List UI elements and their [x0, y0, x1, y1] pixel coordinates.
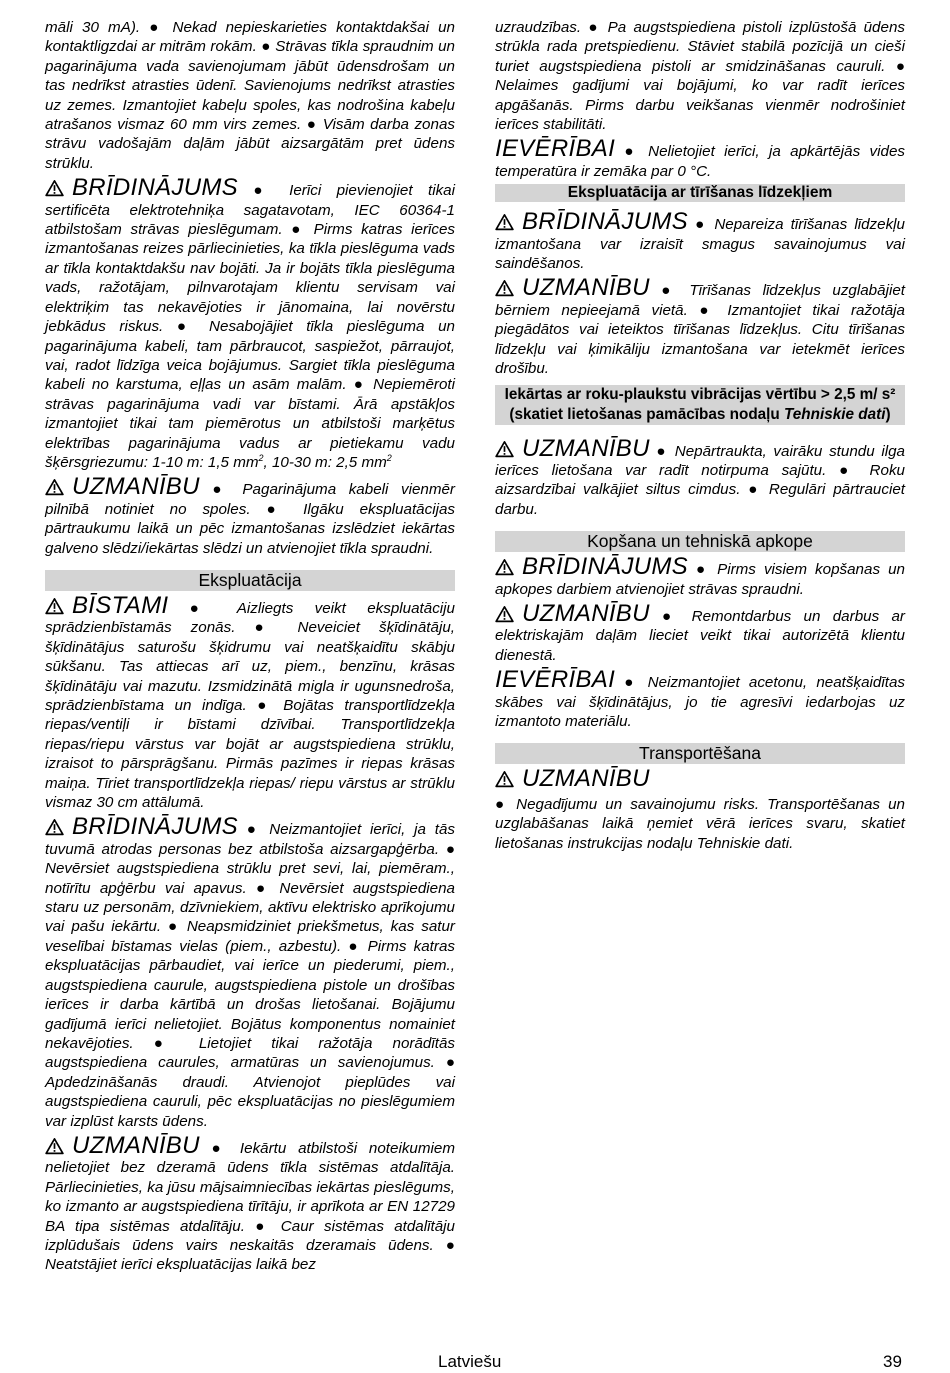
warning-text: ● Neizmantojiet ierīci, ja tās tuvumā atrodas personas bez atbilstoša aizsargapģērba. ● Nevērsiet augstspiediena strūklu pret sevi, lai, piemēram., notīrītu apģērbu vai apavus. ● Nevērsiet augstspiediena staru uz personām, dzīvniekiem, aktīvu elektrisko aprīkojumu vai pašu iekārtu. ● Neapsmidziniet priekšmetus, kas satur veselībai bīstamas vielas (piem., azbestu). ● Pirms katras ekspluatācijas pārbaudiet, vai ierīce un piederumi, piem., augstspiediena caurule, augstspiediena pistole un drošības ierīces ir darba kārtībā un drošas lietošanai. Bojājumu gadījumā ierīci nelietojiet. Bojātus komponentus nomainiet nekavējoties. ● Lietojiet tikai ražotāja norādītās augstspiediena caurules, armatūras un savienojumus. ● Apdedzināšanās draudi. Atvienojot pieplūdes vai augstspiediena cauruli, pēc ekspluatācijas no pieslēgumiem var izplūst karsts ūdens. — [45, 821, 455, 1130]
warning-triangle-icon — [495, 440, 514, 458]
caution-keyword: UZMANĪBU — [522, 274, 650, 302]
warning-keyword: BRĪDINĀJUMS — [72, 813, 238, 841]
warning-triangle-icon — [45, 818, 64, 836]
danger-operation — [45, 591, 455, 812]
warning-keyword: BRĪDINĀJUMS — [522, 208, 688, 236]
caution-keyword: UZMANĪBU — [522, 599, 650, 627]
warning-text: ● Ierīci pievienojiet tikai sertificēta elektrotehniķa sagatavotam, IEC 60364-1 atbilstošam strāvas pieslēgumam. ● Pirms katras ierīces izmantošanas reizes pārliecinieties, ka tīkla pieslēguma vads ar tīkla kontaktdakšu nav bojāti. Ja ir bojāts tīkla pieslēguma vads, ražotājam, pilnvarotajam klientu servisam vai elektriķim tas nekavējoties ir jānomaina, lai novērstu jebkādus riskus. ● Nesabojājiet tīkla pieslēguma un pagarinājuma kabeli, tam pārbraucot, saspiežot, pārraujot, vai, radot līdzīga veica bojājumus. Sargiet tīkla pieslēguma kabeli no karstuma, eļļas un asām malām. ● Nepiemēroti strāvas pagarinājuma vadi var bīstami. Ārā apstākļos izmantojiet tikai tam piemērotus un atbilstoši marķētus elektrības pagarinājuma vadus ar pietiekamu vadu šķērsgriezumu: 1-10 m: 1,5 mm — [45, 182, 455, 471]
warning-keyword: BRĪDINĀJUMS — [72, 174, 238, 202]
warning-text-tail: , 10-30 m: 2,5 mm — [263, 453, 387, 471]
danger-keyword: BĪSTAMI — [72, 591, 169, 619]
caution-text: ● Pagarinājuma kabeli vienmēr pilnībā notiniet no spoles. ● Ilgāku ekspluatācijas pārtraukumu laikā un pēc izmantošanas izslēdziet iekārtas galveno slēdzi/iekārtas slēdzi un atvienojiet tīkla spraudni. — [45, 481, 455, 557]
continued-paragraph: uzraudzības. ● Pa augstspiediena pistoli izplūstošā ūdens strūkla rada pretspiedienu. Stāviet stabilā pozīcijā un cieši turiet augstspiediena pistoli ar smidzināšanas cauruli. ● Nelaimes gadījumi vai bojājumi, ko var radīt ierīces apgāšanās. Pirms darbu veikšanas vienmēr nodrošiniet ierīces stabilitāti. — [495, 19, 905, 134]
warning-keyword: BRĪDINĀJUMS — [522, 553, 688, 581]
caution-transport-heading — [495, 767, 905, 791]
warning-electric — [45, 176, 455, 472]
warning-triangle-icon — [45, 597, 64, 615]
intro-paragraph: māli 30 mA). ● Nekad nepieskarieties kontaktdakšai un kontaktligzdai ar mitrām rokām. ● Strāvas tīkla spraudnim un pagarinājuma vada savienojumam jābūt ūdensdrošam un tas nedrīkst atrasties ūdenī. Savienojums nedrīkst atrasties uz zemes. Izmantojiet kabeļu spoles, kas nodrošina kabeļu atrašanos vismaz 60 mm virs zemes. ● Visām darba zonas strāvu vadošajām daļām jābūt aizsargātām pret ūdens strūklu. — [45, 19, 455, 172]
warning-triangle-icon — [45, 179, 64, 197]
section-heading-transport: Transportēšana — [495, 743, 905, 764]
warning-operation — [45, 815, 455, 1131]
warning-triangle-icon — [495, 558, 514, 576]
caution-repairs — [495, 599, 905, 665]
section-heading-detergents: Ekspluatācija ar tīrīšanas līdzekļiem — [495, 184, 905, 202]
caution-keyword: UZMANĪBU — [72, 1131, 200, 1159]
caution-keyword: UZMANĪBU — [522, 765, 650, 793]
warning-triangle-icon — [495, 605, 514, 623]
warning-text: ● Pirms visiem kopšanas un apkopes darbiem atvienojiet strāvas spraudni. — [495, 561, 905, 598]
caution-extension-cable — [45, 475, 455, 558]
caution-text: ● Remontdarbus un darbus ar elektriskajām daļām lieciet veikt tikai autorizētā klientu dienestā. — [495, 607, 905, 664]
warning-text: ● Nepareiza tīrīšanas līdzekļu izmantošana var izraisīt smagus savainojumus vai saindēšanos. — [495, 216, 905, 273]
caution-system-separator — [45, 1131, 455, 1275]
superscript: 2 — [386, 452, 392, 463]
warning-triangle-icon — [495, 213, 514, 231]
notice-temperature — [495, 137, 905, 181]
vibration-heading-ref: Tehniskie dati — [784, 405, 886, 423]
caution-keyword: UZMANĪBU — [522, 434, 650, 462]
superscript: 2 — [258, 452, 264, 463]
vibration-heading — [495, 385, 905, 425]
vibration-heading-close: ) — [885, 405, 891, 423]
caution-vibration — [495, 434, 905, 520]
caution-text: ● Iekārtu atbilstoši noteikumiem nelietojiet bez dzeramā ūdens tīkla sistēmas atdalītāja. Pārliecinieties, ka jūsu mājsaimniecības iekārtas pieslēgums, ko izmanto ar augstspiediena tīrītāju, ir aprīkota ar EN 12729 BA tipa sistēmas atdalītāju. ● Caur sistēmas atdalītāju izplūdušais ūdens vairs neskaitās dzeramais ūdens. ● Neatstājiet ierīci ekspluatācijas laikā bez — [45, 1139, 455, 1274]
notice-keyword: IEVĒRĪBAI — [495, 666, 616, 694]
notice-text: ● Neizmantojiet acetonu, neatšķaidītas skābes vai šķīdinātājus, jo tie agresīvi iedarbojas uz izmantoto materiālu. — [495, 674, 905, 730]
danger-text: ● Aizliegts veikt ekspluatāciju sprādzienbīstamās zonās. ● Neveiciet šķīdinātāju, šķīdinātājus saturošu šķidrumu vai neatšķaidītu skābju sūkšanu. Tas attiecas arī uz, piem., benzīnu, krāsas šķīdinātāju vai mazutu. Izsmidzinātā migla ir ugunsnedroša, sprādzienbīstama un indīga. ● Bojātas transportlīdzekļa riepas/ventiļi ir bīstami dzīvībai. Transportlīdzekļa riepas/riepu vārstus var bojāt ar augstspiediena strūklu, izraisot to pārsprāgšanu. Pirmās pazīmes ir riepas krāsas maiņa. Tīriet transportlīdzekļa riepas/ riepu vārstus ar strūklu vismaz 30 cm attālumā. — [45, 599, 455, 812]
warning-triangle-icon — [495, 279, 514, 297]
left-column — [45, 18, 455, 1275]
section-heading-maintenance: Kopšana un tehniskā apkope — [495, 531, 905, 552]
section-heading-operation: Ekspluatācija — [45, 570, 455, 591]
warning-maintenance — [495, 555, 905, 599]
caution-detergents — [495, 276, 905, 378]
right-column — [495, 18, 905, 853]
warning-triangle-icon — [45, 478, 64, 496]
notice-solvents — [495, 668, 905, 731]
warning-detergents — [495, 210, 905, 273]
warning-triangle-icon — [495, 770, 514, 788]
notice-text: ● Nelietojiet ierīci, ja apkārtējās vides temperatūra ir zemāka par 0 °C. — [495, 143, 905, 180]
caution-transport-text: ● Negadījumu un savainojumu risks. Transportēšanas un uzglabāšanas laikā ņemiet vērā ierīces svaru, skatiet lietošanas instrukcijas nodaļu Tehniskie dati. — [495, 795, 905, 852]
caution-text: ● Tīrīšanas līdzekļus uzglabājiet bērniem nepieejamā vietā. ● Izmantojiet tikai ražotāja piegādātos vai ieteiktos tīrīšanas līdzekļus. Citu tīrīšanas līdzekļu vai ķimikāliju izmantošana var ietekmēt ierīces drošību. — [495, 282, 905, 378]
warning-triangle-icon — [45, 1137, 64, 1155]
page-number: 39 — [883, 1352, 902, 1371]
caution-keyword: UZMANĪBU — [72, 473, 200, 501]
vibration-heading-text: Iekārtas ar roku-plaukstu vibrācijas vērtību > 2,5 m/ s² (skatiet lietošanas pamācības nodaļu — [504, 385, 896, 423]
footer-language: Latviešu — [438, 1352, 502, 1371]
caution-text: ● Nepārtraukta, vairāku stundu ilga ierīces lietošana var radīt notirpuma sajūtu. ● Roku aizsardzībai valkājiet siltus cimdus. ● Regulāri pārtrauciet darbu. — [495, 442, 905, 518]
notice-keyword: IEVĒRĪBAI — [495, 135, 616, 163]
